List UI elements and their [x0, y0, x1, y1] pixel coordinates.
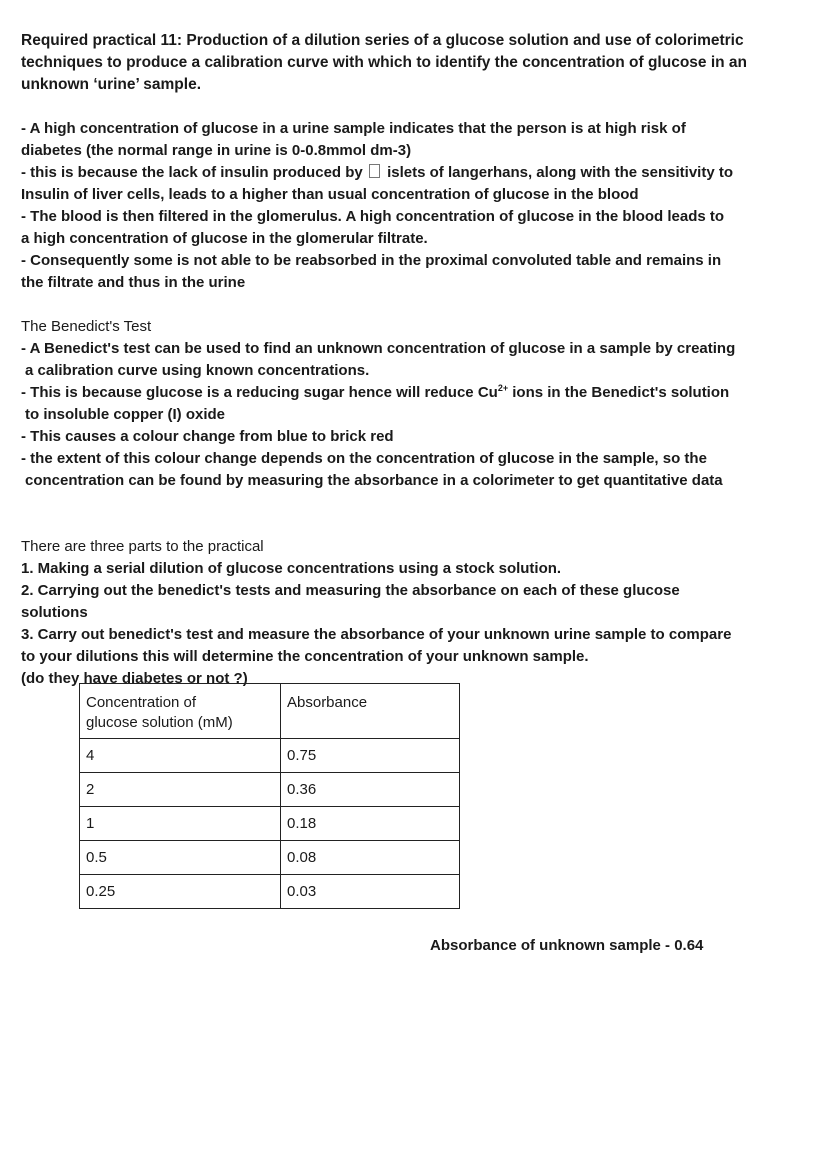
- benedict-heading: The Benedict's Test: [21, 318, 152, 335]
- part-2-line-2: solutions: [21, 604, 88, 621]
- diabetes-line-2: diabetes (the normal range in urine is 0-0.8mmol dm-3): [21, 142, 412, 159]
- part-3-line-2: to your dilutions this will determine the concentration of your unknown sample.: [21, 648, 589, 665]
- diabetes-line-7: - Consequently some is not able to be reabsorbed in the proximal convoluted table and remains in: [21, 252, 722, 269]
- missing-glyph-icon: [369, 164, 380, 178]
- cell-absorbance: 0.08: [281, 841, 460, 875]
- benedict-line-2: a calibration curve using known concentrations.: [25, 362, 370, 379]
- cell-absorbance: 0.75: [281, 739, 460, 773]
- diabetes-line-6: a high concentration of glucose in the glomerular filtrate.: [21, 230, 428, 247]
- benedict-line-3a: - This is because glucose is a reducing sugar hence will reduce Cu: [21, 384, 498, 401]
- header-concentration-line-1: Concentration of: [86, 694, 197, 711]
- diabetes-line-8: the filtrate and thus in the urine: [21, 274, 246, 291]
- title-line-1: [21, 30, 817, 52]
- table-row: [80, 739, 460, 773]
- title-line-2: techniques to produce a calibration curve with which to identify the concentration of glucose in an: [21, 54, 748, 71]
- cell-concentration: 4: [80, 739, 281, 773]
- part-1: 1. Making a serial dilution of glucose concentrations using a stock solution.: [21, 560, 562, 577]
- benedict-line-6: - the extent of this colour change depends on the concentration of glucose in the sample, so the: [21, 450, 707, 467]
- table-row: [80, 773, 460, 807]
- cell-absorbance: 0.18: [281, 807, 460, 841]
- diabetes-line-3b: islets of langerhans, along with the sensitivity to: [387, 164, 733, 181]
- header-concentration-line-2: glucose solution (mM): [86, 714, 233, 731]
- diabetes-line-5: - The blood is then filtered in the glomerulus. A high concentration of glucose in the blood leads to: [21, 208, 725, 225]
- title-line-3: unknown ‘urine’ sample.: [21, 76, 202, 93]
- data-table: [79, 683, 460, 909]
- document-page: [21, 30, 817, 690]
- part-2-line-1: 2. Carrying out the benedict's tests and measuring the absorbance on each of these glucose: [21, 582, 680, 599]
- benedict-line-3-superscript: 2+: [497, 383, 509, 393]
- diabetes-line-4: Insulin of liver cells, leads to a higher than usual concentration of glucose in the blood: [21, 186, 639, 203]
- cell-concentration: 0.25: [80, 875, 281, 909]
- cell-concentration: 2: [80, 773, 281, 807]
- benedict-line-4: to insoluble copper (I) oxide: [25, 406, 226, 423]
- benedict-line-3: [21, 382, 817, 404]
- benedict-line-1: - A Benedict's test can be used to find an unknown concentration of glucose in a sample by creating: [21, 340, 736, 357]
- diabetes-section: [21, 118, 817, 294]
- benedict-line-3b: ions in the Benedict's solution: [508, 384, 730, 401]
- parts-section: [21, 536, 817, 690]
- cell-absorbance: 0.36: [281, 773, 460, 807]
- title-block: [21, 30, 817, 96]
- table-row: [80, 875, 460, 909]
- benedict-line-5: - This causes a colour change from blue to brick red: [21, 428, 394, 445]
- table-row: [80, 841, 460, 875]
- parts-intro: There are three parts to the practical: [21, 538, 264, 555]
- unknown-sample-absorbance: Absorbance of unknown sample - 0.64: [430, 937, 704, 954]
- table-header-row: [80, 684, 460, 739]
- cell-absorbance: 0.03: [281, 875, 460, 909]
- header-concentration: [80, 684, 281, 739]
- diabetes-line-3a: - this is because the lack of insulin produced by: [21, 164, 363, 181]
- cell-concentration: 1: [80, 807, 281, 841]
- benedict-line-7: concentration can be found by measuring the absorbance in a colorimeter to get quantitative data: [25, 472, 723, 489]
- cell-concentration: 0.5: [80, 841, 281, 875]
- header-absorbance: Absorbance: [281, 684, 460, 739]
- title-prefix: Required practical 11:: [21, 32, 183, 49]
- part-3-line-3: (do they have diabetes or not ?): [21, 670, 248, 687]
- table-row: [80, 807, 460, 841]
- diabetes-line-3: [21, 162, 817, 184]
- part-3-line-1: 3. Carry out benedict's test and measure the absorbance of your unknown urine sample to compare: [21, 626, 732, 643]
- title-line-1-rest: Production of a dilution series of a glucose solution and use of colorimetric: [182, 32, 744, 49]
- diabetes-line-1: - A high concentration of glucose in a urine sample indicates that the person is at high risk of: [21, 120, 686, 137]
- benedict-section: [21, 316, 817, 492]
